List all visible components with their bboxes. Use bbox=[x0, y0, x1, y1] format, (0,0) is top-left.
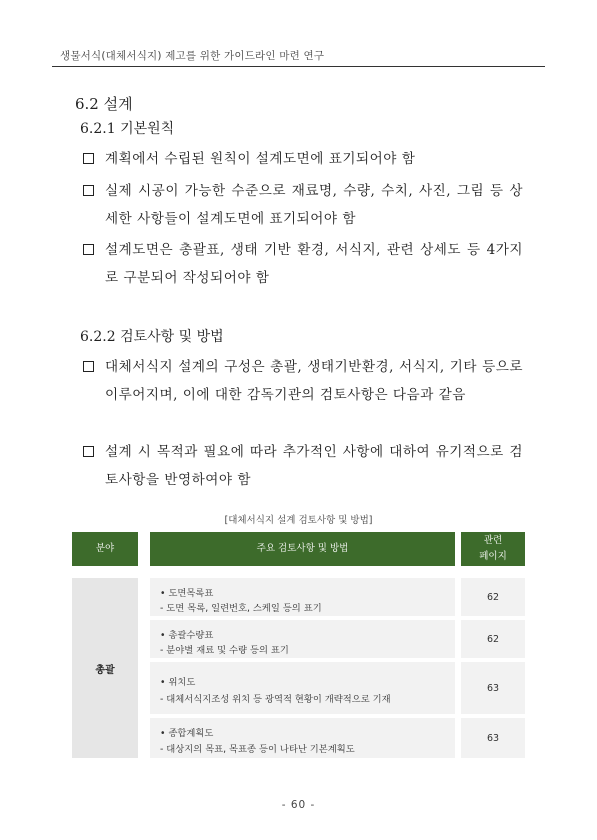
row-page-number: 62 bbox=[461, 620, 525, 658]
bullet-text: 대체서식지 설계의 구성은 총괄, 생태기반환경, 서식지, 기타 등으로 이루어지며, 이에 대한 감독기관의 검토사항은 다음과 같음 bbox=[105, 359, 523, 403]
checkbox-square-icon bbox=[83, 446, 94, 457]
row-page-number: 62 bbox=[461, 578, 525, 616]
row-item-detail: - 도면 목록, 일련번호, 스케일 등의 표기 bbox=[160, 603, 322, 614]
table-header-field: 분야 bbox=[72, 532, 138, 566]
page-number: - 60 - bbox=[281, 799, 316, 811]
bullet-item bbox=[83, 438, 523, 494]
bullet-text: 설계도면은 총괄표, 생태 기반 환경, 서식지, 관련 상세도 등 4가지로 구분되어 작성되어야 함 bbox=[105, 242, 523, 286]
row-item-detail: - 대체서식지조성 위치 등 광역적 현황이 개략적으로 기재 bbox=[160, 694, 391, 705]
bullet-item bbox=[83, 145, 523, 173]
table-row bbox=[150, 620, 455, 658]
row-item-title: • 도면목록표 bbox=[160, 588, 214, 599]
bullet-text: 설계 시 목적과 필요에 따라 추가적인 사항에 대하여 유기적으로 검토사항을 반영하여야 함 bbox=[105, 444, 523, 488]
table-header-review-items: 주요 검토사항 및 방법 bbox=[150, 532, 455, 566]
table-row bbox=[150, 578, 455, 616]
bullet-item bbox=[83, 236, 523, 292]
header-divider bbox=[52, 66, 545, 67]
row-item-detail: - 대상지의 목표, 목표종 등이 나타난 기본계획도 bbox=[160, 744, 355, 755]
table-caption: [대체서식지 설계 검토사항 및 방법] bbox=[224, 515, 373, 526]
bullet-text: 계획에서 수립된 원칙이 설계도면에 표기되어야 함 bbox=[105, 151, 416, 167]
row-item-title: • 종합계획도 bbox=[160, 728, 214, 739]
subsection-title-basic-principles: 6.2.1 기본원칙 bbox=[80, 121, 175, 137]
section-title: 6.2 설계 bbox=[75, 95, 133, 113]
table-category-cell: 총괄 bbox=[72, 578, 138, 758]
table-row bbox=[150, 662, 455, 714]
table-header-page-line2: 페이지 bbox=[479, 551, 507, 562]
row-item-detail: - 분야별 재료 및 수량 등의 표기 bbox=[160, 645, 289, 656]
row-item-title: • 위치도 bbox=[160, 677, 196, 688]
table-row bbox=[150, 718, 455, 758]
row-item-title: • 총괄수량표 bbox=[160, 630, 214, 641]
row-page-number: 63 bbox=[461, 662, 525, 714]
bullet-item bbox=[83, 177, 523, 233]
checkbox-square-icon bbox=[83, 185, 94, 196]
bullet-item bbox=[83, 353, 523, 409]
row-page-number: 63 bbox=[461, 718, 525, 758]
subsection-title-review-items: 6.2.2 검토사항 및 방법 bbox=[80, 329, 224, 345]
checkbox-square-icon bbox=[83, 153, 94, 164]
bullet-text: 실제 시공이 가능한 수준으로 재료명, 수량, 수치, 사진, 그림 등 상세한 사항들이 설계도면에 표기되어야 함 bbox=[105, 183, 523, 227]
running-header: 생물서식(대체서식지) 제고를 위한 가이드라인 마련 연구 bbox=[60, 50, 325, 62]
table-header-page-line1: 관련 bbox=[483, 535, 503, 546]
checkbox-square-icon bbox=[83, 244, 94, 255]
checkbox-square-icon bbox=[83, 361, 94, 372]
table-header-page bbox=[461, 532, 525, 566]
